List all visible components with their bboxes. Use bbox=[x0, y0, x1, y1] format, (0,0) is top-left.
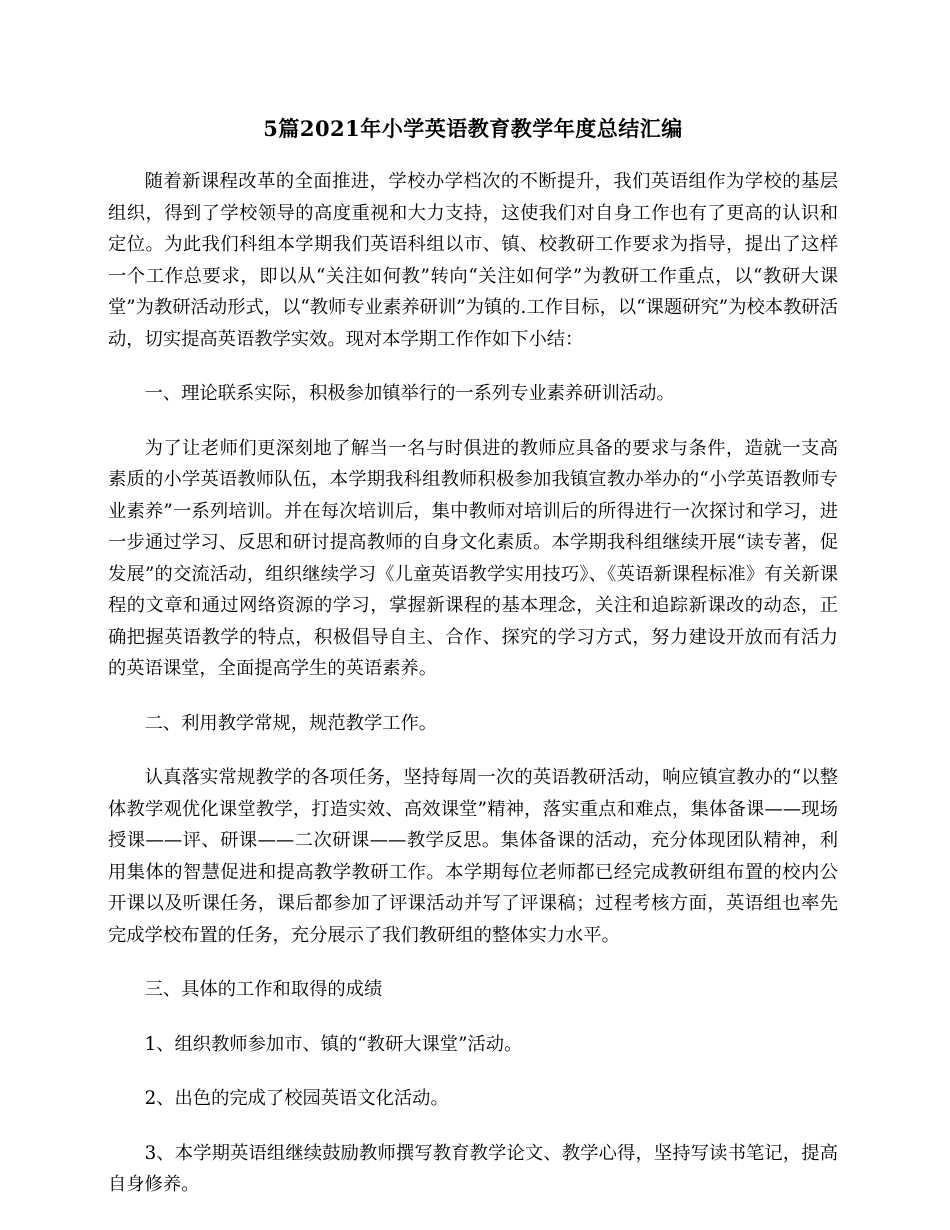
section-3-heading: 三、具体的工作和取得的成绩 bbox=[144, 979, 383, 1000]
list-item-1: 1、组织教师参加市、镇的“教研大课堂”活动。 bbox=[144, 1033, 523, 1055]
section-2-heading: 二、利用教学常规，规范教学工作。 bbox=[144, 712, 438, 734]
intro-paragraph: 随着新课程改革的全面推进，学校办学档次的不断提升，我们英语组作为学校的基层组织，得到了学校领导的高度重视和大力支持，这使我们对自身工作也有了更高的认识和定位。为此我们科组本学期我们英语科组以市、镇、校教研工作要求为指导，提出了这样一个工作总要求，即以从“关注如何教”转向“关注如何学”为教研工作重点，以“教研大课堂”为教研活动形式，以“教师专业素养研训”为镇的.工作目标，以“课题研究”为校本教研活动，切实提高英语教学实效。现对本学期工作作如下小结： bbox=[108, 171, 838, 350]
section-1-heading: 一、理论联系实际，积极参加镇举行的一系列专业素养研训活动。 bbox=[144, 383, 675, 404]
list-item-3: 3、本学期英语组继续鼓励教师撰写教育教学论文、教学心得，坚持写读书笔记，提高自身修养。 bbox=[108, 1142, 838, 1195]
section-2-paragraph: 认真落实常规教学的各项任务，坚持每周一次的英语教研活动，响应镇宣教办的“以整体教学观优化课堂教学，打造实效、高效课堂”精神，落实重点和难点，集体备课——现场授课——评、研课——二次研课——教学反思。集体备课的活动，充分体现团队精神，利用集体的智慧促进和提高教学教研工作。本学期每位老师都已经完成教研组布置的校内公开课以及听课任务，课后都参加了评课活动并写了评课稿；过程考核方面，英语组也率先完成学校布置的任务，充分展示了我们教研组的整体实力水平。 bbox=[108, 767, 838, 946]
section-1-paragraph: 为了让老师们更深刻地了解当一名与时俱进的教师应具备的要求与条件，造就一支高素质的小学英语教师队伍，本学期我科组教师积极参加我镇宣教办举办的“小学英语教师专业素养”一系列培训。并在每次培训后，集中教师对培训后的所得进行一次探讨和学习，进一步通过学习、反思和研讨提高教师的自身文化素质。本学期我科组继续开展“读专著，促发展”的交流活动，组织继续学习《儿童英语教学实用技巧》、《英语新课程标准》有关新课程的文章和通过网络资源的学习，掌握新课程的基本理念，关注和追踪新课改的动态，正确把握英语教学的特点，积极倡导自主、合作、探究的学习方式，努力建设开放而有活力的英语课堂，全面提高学生的英语素养。 bbox=[108, 437, 838, 679]
document-title: 5篇2021年小学英语教育教学年度总结汇编 bbox=[263, 116, 683, 141]
list-item-2: 2、出色的完成了校园英语文化活动。 bbox=[144, 1088, 449, 1109]
document-page bbox=[108, 110, 838, 1224]
